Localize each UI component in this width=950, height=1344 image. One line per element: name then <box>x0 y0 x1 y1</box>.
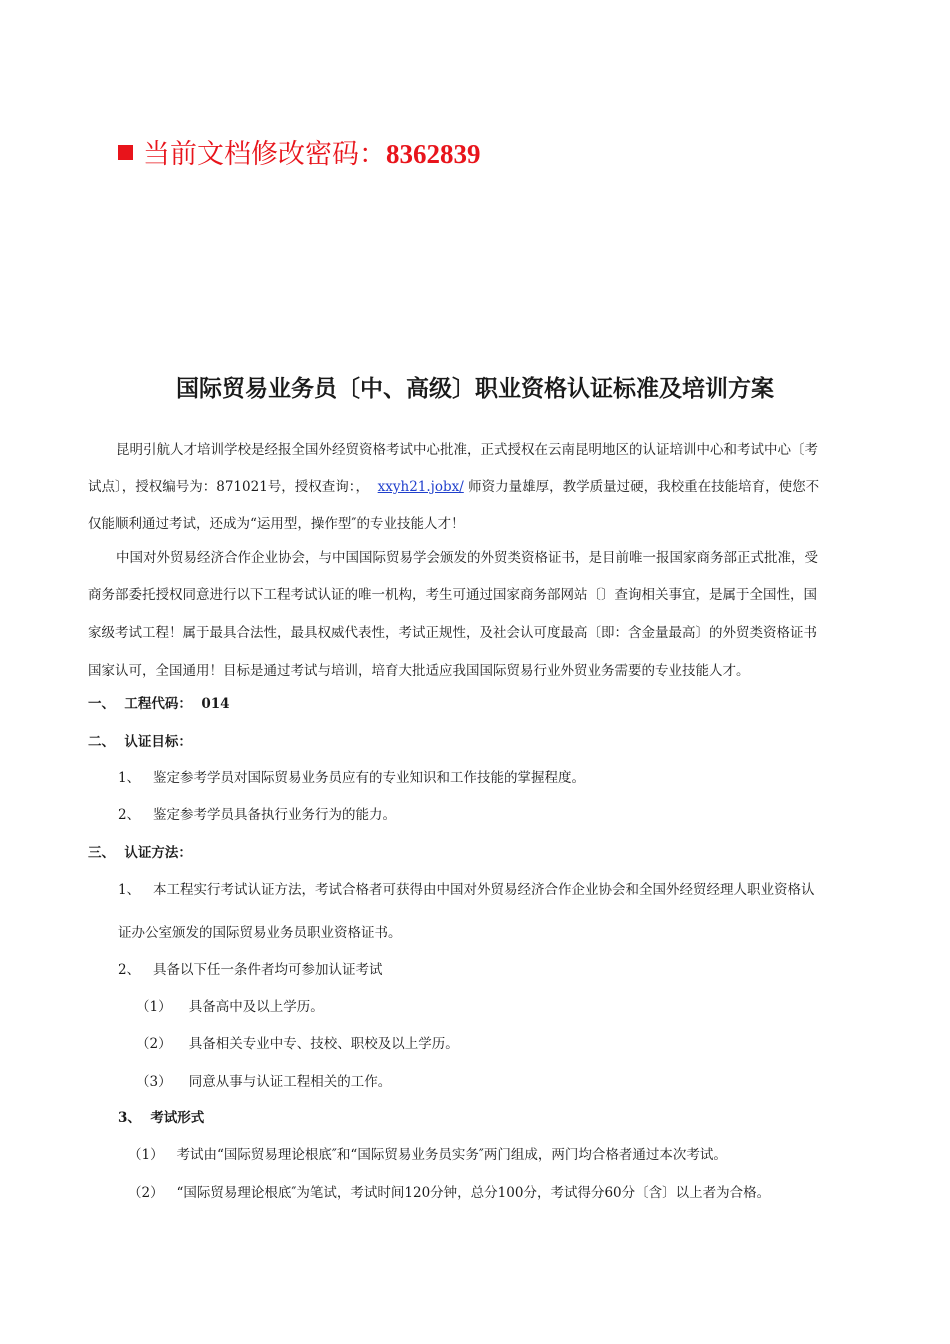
sub-list-item <box>128 1143 727 1163</box>
section-2-heading <box>88 730 192 750</box>
exam-format-label: 考试形式 <box>150 1110 205 1126</box>
section-1-number: 一、 <box>88 696 115 712</box>
sub-list-item <box>136 1032 459 1052</box>
section-1-heading <box>88 692 230 712</box>
document-title: 国际贸易业务员〔中、高级〕职业资格认证标准及培训方案 <box>176 376 774 402</box>
sub-item-text: 具备高中及以上学历。 <box>188 999 324 1015</box>
sub-item-text: 同意从事与认证工程相关的工作。 <box>188 1074 392 1090</box>
sub-item-number: （1） <box>136 999 172 1015</box>
sub-item-number: （3） <box>136 1074 172 1090</box>
sub-list-item <box>128 1181 770 1201</box>
list-item <box>118 803 396 823</box>
para2-line-3: 家级考试工程！属于最具合法性，最具权威代表性，考试正规性，及社会认可度最高〔即：含金量最高〕的外贸类资格证书 <box>88 625 817 641</box>
para2-line-1: 中国对外贸易经济合作企业协会，与中国国际贸易学会颁发的外贸类资格证书，是目前唯一报国家商务部正式批准，受 <box>116 550 818 566</box>
intro-line-2-start: 试点〕，授权编号为：871021号，授权查询：， <box>88 479 370 495</box>
para2-line-2: 商务部委托授权同意进行以下工程考试认证的唯一机构，考生可通过国家商务部网站〔〕查询相关事宜，是属于全国性，国 <box>88 587 817 603</box>
list-item <box>118 878 814 898</box>
password-code: 8362839 <box>386 139 481 169</box>
sub-list-item <box>136 1070 391 1090</box>
item-text: 鉴定参考学员具备执行业务行为的能力。 <box>152 807 396 823</box>
para2-line-4: 国家认可，全国通用！目标是通过考试与培训，培育大批适应我国国际贸易行业外贸业务需要的专业技能人才。 <box>88 663 750 679</box>
item-text: 鉴定参考学员对国际贸易业务员应有的专业知识和工作技能的掌握程度。 <box>152 770 585 786</box>
intro-line-1: 昆明引航人才培训学校是经报全国外经贸资格考试中心批准，正式授权在云南昆明地区的认证培训中心和考试中心〔考 <box>116 442 818 458</box>
sub-item-text: 考试由“国际贸易理论根底″和“国际贸易业务员实务″两门组成，两门均合格者通过本次考试。 <box>176 1147 727 1163</box>
sub-item-number: （2） <box>136 1036 172 1052</box>
section-3-number: 三、 <box>88 845 115 861</box>
section-2-label: 认证目标： <box>124 734 192 750</box>
section-1-label: 工程代码： <box>124 696 192 712</box>
item-number: 1、 <box>118 882 141 898</box>
section-2-number: 二、 <box>88 734 115 750</box>
exam-format-heading <box>118 1106 204 1126</box>
sub-item-text: “国际贸易理论根底″为笔试，考试时间120分钟，总分100分，考试得分60分〔含〕以上者为合格。 <box>176 1185 771 1201</box>
item-text: 本工程实行考试认证方法，考试合格者可获得由中国对外贸易经济合作企业协会和全国外经贸经理人职业资格认 <box>152 882 815 898</box>
sub-item-number: （2） <box>128 1185 164 1201</box>
intro-line-2-end: 师资力量雄厚，教学质量过硬，我校重在技能培育，使您不 <box>468 479 820 495</box>
section-3-label: 认证方法： <box>124 845 192 861</box>
sub-item-number: （1） <box>128 1147 164 1163</box>
project-code: 014 <box>201 696 230 712</box>
auth-query-link[interactable]: xxyh21.jobx/ <box>377 479 464 495</box>
sub-list-item <box>136 995 324 1015</box>
sub-item-text: 具备相关专业中专、技校、职校及以上学历。 <box>188 1036 459 1052</box>
list-item <box>118 958 382 978</box>
password-notice <box>118 132 481 171</box>
item-number: 3、 <box>118 1110 141 1126</box>
square-bullet-icon <box>118 145 133 160</box>
intro-line-2 <box>88 475 819 495</box>
item-number: 2、 <box>118 962 141 978</box>
item-number: 2、 <box>118 807 141 823</box>
list-item <box>118 766 585 786</box>
password-label: 当前文档修改密码： <box>143 139 386 170</box>
item-number: 1、 <box>118 770 141 786</box>
intro-line-3: 仅能顺利通过考试，还成为“运用型，操作型″的专业技能人才！ <box>88 516 465 532</box>
item-text: 具备以下任一条件者均可参加认证考试 <box>152 962 383 978</box>
list-item-continuation: 证办公室颁发的国际贸易业务员职业资格证书。 <box>118 925 402 941</box>
section-3-heading <box>88 841 192 861</box>
